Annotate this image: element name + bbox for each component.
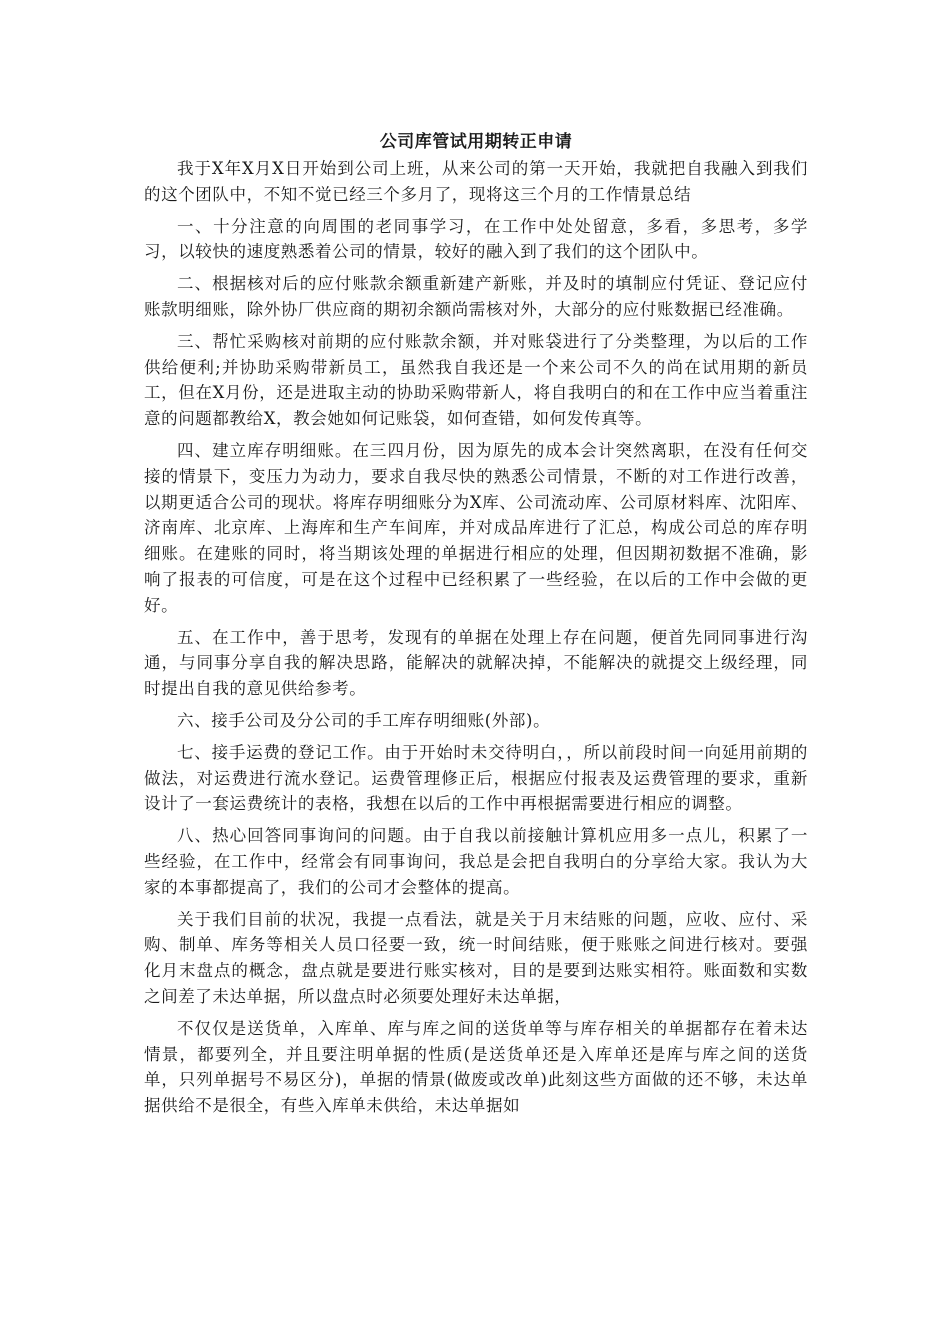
paragraph-item-8: 八、热心回答同事询问的问题。由于自我以前接触计算机应用多一点儿，积累了一些经验，在工作中，经常会有同事询问，我总是会把自我明白的分享给大家。我认为大家的本事都提高了，我们的公司才会整体的提高。	[144, 826, 808, 897]
paragraph-item-4: 四、建立库存明细账。在三四月份，因为原先的成本会计突然离职，在没有任何交接的情景下，变压力为动力，要求自我尽快的熟悉公司情景，不断的对工作进行改善，以期更适合公司的现状。将库存明细账分为X库、公司流动库、公司原材料库、沈阳库、济南库、北京库、上海库和生产车间库，并对成品库进行了汇总，构成公司总的库存明细账。在建账的同时，将当期该处理的单据进行相应的处理，但因期初数据不准确，影响了报表的可信度，可是在这个过程中已经积累了一些经验，在以后的工作中会做的更好。	[144, 440, 808, 615]
paragraph-item-6: 六、接手公司及分公司的手工库存明细账(外部)。	[177, 710, 551, 730]
paragraph-suggestion: 关于我们目前的状况，我提一点看法，就是关于月末结账的问题，应收、应付、采购、制单、库务等相关人员口径要一致，统一时间结账，便于账账之间进行核对。要强化月末盘点的概念，盘点就是要进行账实核对，目的是要到达账实相符。账面数和实数之间差了未达单据，所以盘点时必须要处理好未达单据，	[144, 909, 808, 1006]
paragraph-item-1: 一、十分注意的向周围的老同事学习，在工作中处处留意，多看，多思考，多学习，以较快的速度熟悉着公司的情景，较好的融入到了我们的这个团队中。	[144, 216, 808, 262]
paragraph-item-5: 五、在工作中，善于思考，发现有的单据在处理上存在问题，便首先同同事进行沟通，与同事分享自我的解决思路，能解决的就解决掉，不能解决的就提交上级经理，同时提出自我的意见供给参考。	[144, 627, 808, 699]
document-body	[144, 128, 808, 1125]
paragraph-item-2: 二、根据核对后的应付账款余额重新建产新账，并及时的填制应付凭证、登记应付账款明细账，除外协厂供应商的期初余额尚需核对外，大部分的应付账数据已经准确。	[144, 274, 808, 319]
paragraph-intro: 我于X年X月X日开始到公司上班，从来公司的第一天开始，我就把自我融入到我们的这个团队中，不知不觉已经三个多月了，现将这三个月的工作情景总结	[144, 159, 808, 204]
paragraph-item-3: 三、帮忙采购核对前期的应付账款余额，并对账袋进行了分类整理，为以后的工作供给便利;并协助采购带新员工，虽然我自我还是一个来公司不久的尚在试用期的新员工，但在X月份，还是进取主动的协助采购带新人，将自我明白的和在工作中应当着重注意的问题都教给X，教会她如何记账袋，如何查错，如何发传真等。	[144, 331, 808, 429]
document-title: 公司库管试用期转正申请	[379, 132, 573, 152]
paragraph-continuation: 不仅仅是送货单，入库单、库与库之间的送货单等与库存相关的单据都存在着未达情景，都要列全，并且要注明单据的性质(是送货单还是入库单还是库与库之间的送货单，只列单据号不易区分)，单据的情景(做废或改单)此刻这些方面做的还不够，未达单据供给不是很全，有些入库单未供给，未达单据如	[144, 1018, 808, 1116]
paragraph-item-7: 七、接手运费的登记工作。由于开始时未交待明白，，所以前段时间一向延用前期的做法，对运费进行流水登记。运费管理修正后，根据应付报表及运费管理的要求，重新设计了一套运费统计的表格，我想在以后的工作中再根据需要进行相应的调整。	[144, 742, 808, 814]
